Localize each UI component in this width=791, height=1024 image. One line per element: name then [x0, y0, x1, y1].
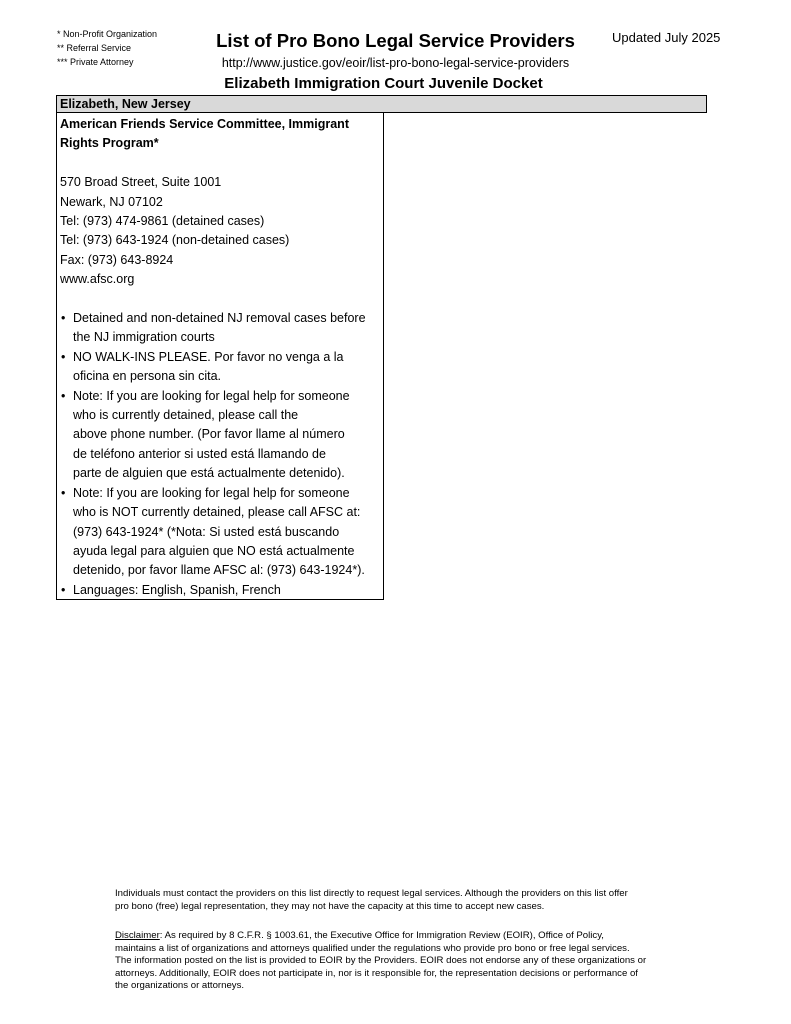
- note-case-types: [60, 309, 380, 348]
- note-detained-help: [60, 387, 380, 484]
- note-line: • Note: If you are looking for legal help for someone: [73, 388, 350, 403]
- provider-name-line: Rights Program*: [60, 136, 159, 151]
- legend-private-attorney: *** Private Attorney: [57, 57, 134, 67]
- note-line: • NO WALK-INS PLEASE. Por favor no venga a la: [73, 349, 344, 364]
- updated-date: Updated July 2025: [612, 30, 721, 45]
- disclaimer-line: the organizations or attorneys.: [115, 980, 245, 991]
- note-line: • Note: If you are looking for legal help for someone: [73, 485, 350, 500]
- note-line: ayuda legal para alguien que NO está actualmente: [73, 543, 355, 558]
- note-line: above phone number. (Por favor llame al número: [73, 427, 345, 442]
- notice-line: pro bono (free) legal representation, they may not have the capacity at this time to accept new cases.: [115, 900, 545, 912]
- legend-nonprofit: * Non-Profit Organization: [57, 29, 158, 39]
- spacer: [60, 290, 380, 309]
- disclaimer-line: [115, 930, 685, 943]
- provider-contact: [60, 173, 380, 289]
- disclaimer-first-line: : As required by 8 C.F.R. § 1003.61, the Executive Office for Immigration Review (EOIR), Office of Policy,: [159, 930, 604, 941]
- disclaimer-line: attorneys. Additionally, EOIR does not participate in, nor is it responsible for, the representation decisions or performance of: [115, 967, 638, 979]
- source-url[interactable]: http://www.justice.gov/eoir/list-pro-bono-legal-service-providers: [221, 56, 570, 70]
- note-line: who is NOT currently detained, please call AFSC at:: [73, 505, 361, 520]
- provider-street: 570 Broad Street, Suite 1001: [60, 175, 222, 190]
- note-line: (973) 643-1924* (*Nota: Si usted está buscando: [73, 524, 340, 539]
- provider-website[interactable]: www.afsc.org: [60, 272, 135, 287]
- location-header: Elizabeth, New Jersey: [56, 95, 707, 113]
- note-languages: [60, 581, 380, 600]
- note-line: the NJ immigration courts: [73, 330, 215, 345]
- note-line: • Detained and non-detained NJ removal cases before: [73, 311, 366, 326]
- court-heading: Elizabeth Immigration Court Juvenile Docket: [224, 75, 543, 92]
- note-no-walk-ins: [60, 348, 380, 387]
- note-line: who is currently detained, please call the: [73, 408, 299, 423]
- note-line: oficina en persona sin cita.: [73, 369, 222, 384]
- footer-disclaimer: [115, 930, 685, 993]
- provider-fax: Fax: (973) 643-8924: [60, 252, 174, 267]
- spacer: [60, 154, 380, 173]
- provider-card: [56, 112, 384, 600]
- note-line: de teléfono anterior si usted está llamando de: [73, 446, 326, 461]
- note-line: parte de alguien que está actualmente detenido).: [73, 466, 345, 481]
- note-line: detenido, por favor llame AFSC al: (973) 643-1924*).: [73, 563, 365, 578]
- disclaimer-line: The information posted on the list is provided to EOIR by the Providers. EOIR does not endorse any of these organizations or: [115, 955, 647, 966]
- notice-line: Individuals must contact the providers on this list directly to request legal services. Although the providers on this list offer: [115, 888, 628, 899]
- disclaimer-label: Disclaimer: [115, 930, 160, 941]
- note-non-detained-help: [60, 484, 380, 581]
- provider-tel-detained: Tel: (973) 474-9861 (detained cases): [60, 214, 265, 229]
- provider-tel-non-detained: Tel: (973) 643-1924 (non-detained cases): [60, 233, 290, 248]
- provider-name-line: American Friends Service Committee, Immigrant: [60, 117, 349, 131]
- provider-notes: [60, 309, 380, 600]
- legend-referral: ** Referral Service: [57, 43, 132, 53]
- provider-name: [60, 115, 380, 154]
- provider-city: Newark, NJ 07102: [60, 194, 163, 209]
- disclaimer-line: maintains a list of organizations and attorneys qualified under the regulations who provide pro bono or free legal services.: [115, 942, 630, 954]
- note-line: • Languages: English, Spanish, French: [73, 582, 281, 597]
- footer-notice: [115, 888, 685, 913]
- page-title: List of Pro Bono Legal Service Providers: [216, 30, 575, 51]
